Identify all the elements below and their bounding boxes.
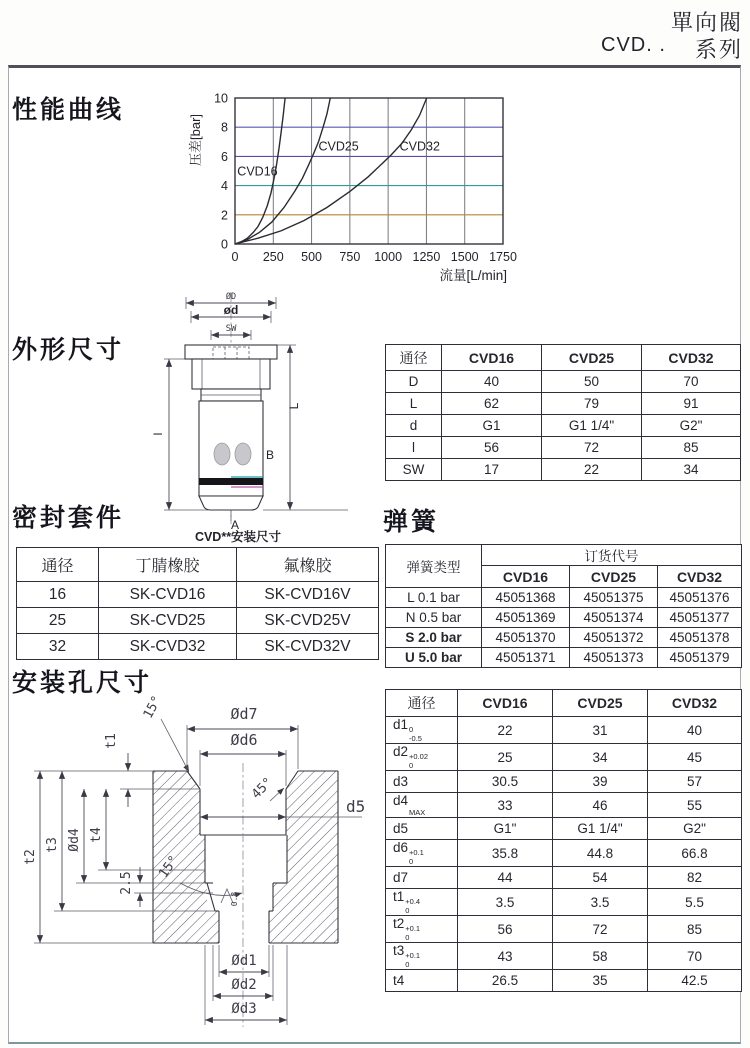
code-cell: 45051370	[482, 628, 570, 648]
value-cell: 72	[553, 916, 648, 943]
page-title: 單向閥	[670, 10, 743, 35]
dim-label-l: l	[151, 432, 165, 436]
param-cell: t4	[386, 970, 458, 992]
value-cell: G1 1/4"	[553, 818, 648, 840]
value-cell: 40	[648, 717, 742, 744]
value-cell: SK-CVD16	[99, 582, 237, 608]
svg-text:CVD16: CVD16	[237, 164, 278, 179]
spring-type-cell: N 0.5 bar	[386, 608, 482, 628]
t3-label: t3	[45, 837, 60, 853]
table-row	[386, 744, 742, 771]
t2-label: t2	[23, 849, 38, 865]
table-row	[386, 840, 742, 867]
value-cell: 58	[553, 943, 648, 970]
value-cell: SK-CVD32V	[237, 634, 379, 660]
value-cell: 44	[458, 867, 553, 889]
code-cell: 45051375	[570, 588, 658, 608]
d7-label: Ød7	[230, 705, 258, 723]
col-header: CVD25	[570, 566, 658, 588]
value-cell: G2"	[642, 415, 741, 437]
dim-label-d: ød	[223, 303, 239, 317]
table-row	[386, 437, 741, 459]
table-row	[386, 459, 741, 481]
col-header: 通径	[386, 345, 442, 371]
section-performance-heading: 性能曲线	[12, 96, 125, 124]
value-cell: 26.5	[458, 970, 553, 992]
param-cell: d1 0 -0.5	[386, 717, 458, 744]
value-cell: 91	[642, 393, 741, 415]
svg-text:8: 8	[221, 120, 228, 135]
d6-label: Ød6	[230, 731, 258, 749]
dim-label-D: ØD	[225, 292, 237, 302]
spring-type-cell: U 5.0 bar	[386, 648, 482, 668]
svg-text:CVD25: CVD25	[318, 139, 359, 154]
d1-label: Ød1	[231, 953, 257, 969]
svg-text:1750: 1750	[489, 250, 517, 264]
value-cell: 57	[648, 771, 742, 793]
param-cell: d4 MAX	[386, 793, 458, 818]
table-row	[386, 628, 742, 648]
col-header: CVD32	[648, 690, 742, 717]
spring-type-header: 弹簧类型	[386, 545, 482, 588]
depth-label: 2.5	[119, 871, 134, 895]
param-cell: d7	[386, 867, 458, 889]
d5-label: d5	[346, 797, 366, 816]
size-cell: 16	[17, 582, 99, 608]
value-cell: 66.8	[648, 840, 742, 867]
svg-text:0: 0	[221, 237, 228, 252]
value-cell: 62	[442, 393, 542, 415]
col-header: CVD25	[542, 345, 642, 371]
spring-type-cell: L 0.1 bar	[386, 588, 482, 608]
svg-text:1250: 1250	[412, 250, 441, 264]
value-cell: 35.8	[458, 840, 553, 867]
size-cell: 32	[17, 634, 99, 660]
value-cell: 3.5	[553, 889, 648, 916]
table-header-row	[17, 548, 379, 582]
svg-text:1500: 1500	[450, 250, 479, 264]
table-row	[386, 648, 742, 668]
table-row	[386, 818, 742, 840]
value-cell: 43	[458, 943, 553, 970]
value-cell: SK-CVD16V	[237, 582, 379, 608]
code-cell: 45051378	[658, 628, 742, 648]
value-cell: 33	[458, 793, 553, 818]
col-header: CVD32	[642, 345, 741, 371]
mounting-hole-drawing	[8, 685, 380, 1035]
svg-text:500: 500	[301, 250, 323, 264]
o-ring-band	[199, 478, 263, 485]
order-code-header: 订货代号	[482, 545, 742, 566]
angle-mid-label: 15°	[156, 853, 183, 881]
value-cell: 50	[542, 371, 642, 393]
value-cell: G1"	[458, 818, 553, 840]
param-cell: L	[386, 393, 442, 415]
param-cell: t3 +0.1 0	[386, 943, 458, 970]
param-cell: t2 +0.1 0	[386, 916, 458, 943]
code-cell: 45051377	[658, 608, 742, 628]
value-cell: 22	[542, 459, 642, 481]
dim-label-L: L	[287, 402, 301, 410]
section-outline-heading: 外形尺寸	[12, 336, 125, 364]
svg-text:压差[bar]: 压差[bar]	[188, 113, 203, 167]
value-cell: 54	[553, 867, 648, 889]
valve-body	[185, 345, 277, 510]
value-cell: 70	[648, 943, 742, 970]
chamfer-label: 45°	[248, 774, 277, 803]
value-cell: 44.8	[553, 840, 648, 867]
code-cell: 45051373	[570, 648, 658, 668]
table-row	[17, 582, 379, 608]
table-row	[386, 916, 742, 943]
section-mounting-heading: 安装孔尺寸	[12, 669, 153, 697]
value-cell: 79	[542, 393, 642, 415]
param-cell: d	[386, 415, 442, 437]
value-cell: 72	[542, 437, 642, 459]
value-cell: 35	[553, 970, 648, 992]
table-row	[386, 970, 742, 992]
table-header-row	[386, 545, 742, 566]
value-cell: 34	[553, 744, 648, 771]
svg-text:4: 4	[221, 179, 228, 194]
value-cell: 82	[648, 867, 742, 889]
cross-hole	[214, 443, 230, 465]
angle-top-label: 15°	[140, 693, 166, 722]
value-cell: 85	[648, 916, 742, 943]
series-label: 系列	[694, 37, 743, 62]
value-cell: 55	[648, 793, 742, 818]
param-cell: d3	[386, 771, 458, 793]
value-cell: 30.5	[458, 771, 553, 793]
seal-kit-table	[16, 547, 379, 660]
value-cell: 3.5	[458, 889, 553, 916]
code-cell: 45051376	[658, 588, 742, 608]
value-cell: 70	[642, 371, 741, 393]
table-row	[386, 867, 742, 889]
series-code: CVD. .	[601, 34, 666, 56]
value-cell: 42.5	[648, 970, 742, 992]
table-row	[386, 608, 742, 628]
col-header: 丁腈橡胶	[99, 548, 237, 582]
d2-label: Ød2	[231, 977, 257, 993]
code-cell: 45051371	[482, 648, 570, 668]
outline-dimension-table	[385, 344, 741, 481]
port-B-label: B	[266, 448, 275, 462]
code-cell: 45051372	[570, 628, 658, 648]
outline-drawing	[140, 288, 370, 543]
spring-table	[385, 544, 742, 668]
code-cell: 45051369	[482, 608, 570, 628]
svg-text:2: 2	[221, 208, 228, 223]
svg-text:10: 10	[214, 91, 228, 106]
finish-label: 0.8	[230, 891, 239, 907]
t4-label: t4	[89, 827, 104, 843]
table-row	[386, 771, 742, 793]
section-seal-heading: 密封套件	[12, 504, 125, 532]
value-cell: G1 1/4"	[542, 415, 642, 437]
col-header: CVD16	[458, 690, 553, 717]
value-cell: 34	[642, 459, 741, 481]
value-cell: 56	[458, 916, 553, 943]
table-row	[386, 943, 742, 970]
svg-text:1000: 1000	[374, 250, 403, 264]
value-cell: 40	[442, 371, 542, 393]
table-row	[17, 608, 379, 634]
col-header: CVD25	[553, 690, 648, 717]
d3-label: Ød3	[231, 1001, 257, 1017]
performance-chart	[185, 82, 535, 287]
svg-text:250: 250	[262, 250, 284, 264]
value-cell: 25	[458, 744, 553, 771]
d4-label: Ød4	[67, 828, 82, 852]
size-cell: 25	[17, 608, 99, 634]
table-row	[17, 634, 379, 660]
param-cell: d6 +0.1 0	[386, 840, 458, 867]
value-cell: 56	[442, 437, 542, 459]
svg-text:流量[L/min]: 流量[L/min]	[439, 268, 507, 283]
value-cell: 5.5	[648, 889, 742, 916]
value-cell: 45	[648, 744, 742, 771]
port-A-label: A	[230, 518, 240, 532]
table-row	[386, 889, 742, 916]
col-header: 通径	[17, 548, 99, 582]
table-header-row	[386, 690, 742, 717]
value-cell: 31	[553, 717, 648, 744]
col-header: CVD32	[658, 566, 742, 588]
param-cell: SW	[386, 459, 442, 481]
svg-text:0: 0	[231, 250, 239, 264]
param-cell: l	[386, 437, 442, 459]
code-cell: 45051379	[658, 648, 742, 668]
param-cell: d5	[386, 818, 458, 840]
value-cell: 85	[642, 437, 741, 459]
table-row	[386, 793, 742, 818]
value-cell: SK-CVD32	[99, 634, 237, 660]
code-cell: 45051374	[570, 608, 658, 628]
dim-label-SW: SW	[225, 324, 237, 334]
param-cell: d2 +0.02 0	[386, 744, 458, 771]
value-cell: G1	[442, 415, 542, 437]
spring-type-cell: S 2.0 bar	[386, 628, 482, 648]
value-cell: SK-CVD25V	[237, 608, 379, 634]
param-cell: t1 +0.4 0	[386, 889, 458, 916]
col-header: 氟橡胶	[237, 548, 379, 582]
svg-text:CVD32: CVD32	[399, 139, 440, 154]
cross-hole	[235, 443, 251, 465]
table-row	[386, 588, 742, 608]
svg-text:6: 6	[221, 149, 228, 164]
code-cell: 45051368	[482, 588, 570, 608]
table-row	[386, 717, 742, 744]
table-row	[386, 393, 741, 415]
mounting-dimension-table	[385, 689, 742, 992]
outline-caption: CVD**安装尺寸	[194, 530, 282, 543]
col-header: CVD16	[442, 345, 542, 371]
section-spring-heading: 弹簧	[383, 508, 440, 536]
value-cell: 17	[442, 459, 542, 481]
value-cell: 22	[458, 717, 553, 744]
table-row	[386, 371, 741, 393]
col-header: CVD16	[482, 566, 570, 588]
value-cell: 46	[553, 793, 648, 818]
value-cell: G2"	[648, 818, 742, 840]
svg-text:750: 750	[339, 250, 361, 264]
t1-label: t1	[104, 733, 119, 749]
param-cell: D	[386, 371, 442, 393]
value-cell: 39	[553, 771, 648, 793]
table-header-row	[386, 345, 741, 371]
col-header: 通径	[386, 690, 458, 717]
table-row	[386, 415, 741, 437]
value-cell: SK-CVD25	[99, 608, 237, 634]
